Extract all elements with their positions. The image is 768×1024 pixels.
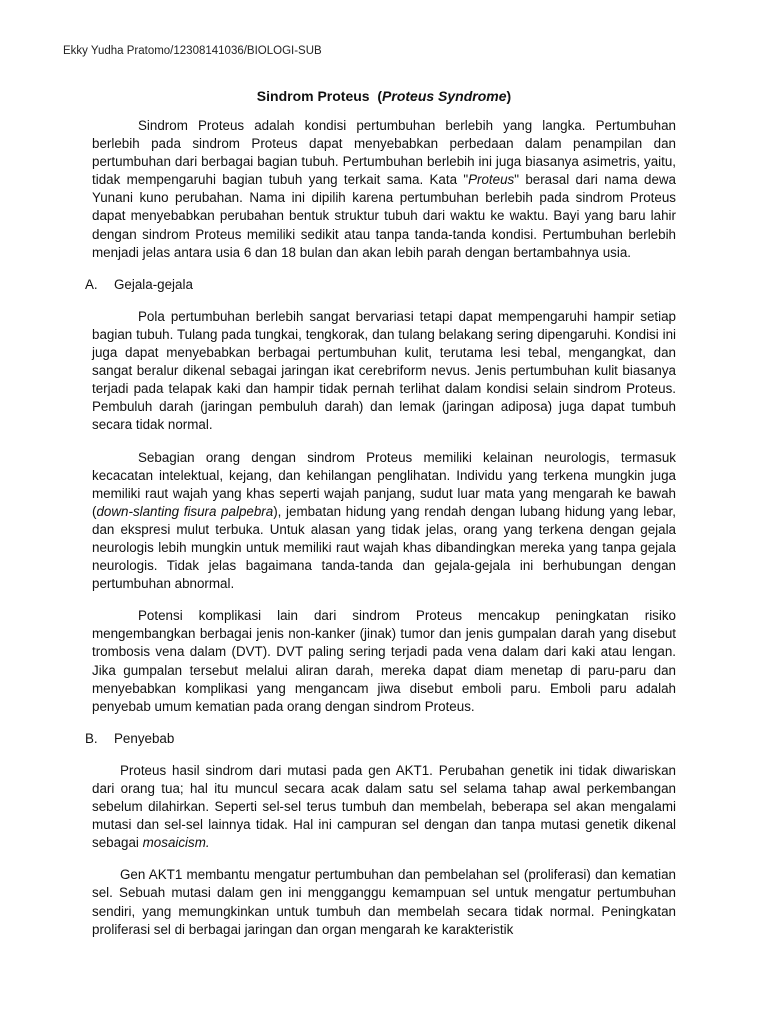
- section-a-paragraph-2: [92, 449, 676, 594]
- intro-text-b: " berasal dari nama dewa Yunani kuno perubahan. Nama ini dipilih karena pertumbuhan berlebih pada sindrom Proteus dapat menyebabkan perubahan bentuk struktur tubuh dari waktu ke waktu. Bayi yang baru lahir dengan sindrom Proteus memiliki sedikit atau tanpa tanda-tanda kondisi. Pertumbuhan berlebih menjadi jelas antara usia 6 dan 18 bulan dan akan lebih parah dengan bertambahnya usia.: [92, 172, 677, 260]
- intro-paragraph: [92, 117, 676, 262]
- section-a-paragraph-3: Potensi komplikasi lain dari sindrom Proteus mencakup peningkatan risiko mengembangkan berbagai jenis non-kanker (jinak) tumor dan jenis gumpalan darah yang disebut trombosis vena dalam (DVT). DVT paling sering terjadi pada vena dalam dari kaki atau lengan. Jika gumpalan tersebut melalui aliran darah, mereka dapat diam menetap di paru-paru dan menyebabkan komplikasi yang mengancam jiwa disebut emboli paru. Emboli paru adalah penyebab umum kematian pada orang dengan sindrom Proteus.: [92, 608, 676, 714]
- title-close-paren: ): [506, 88, 512, 104]
- section-a-letter: A.: [85, 276, 98, 292]
- section-b-heading: [85, 730, 676, 748]
- section-b-p1-text: Proteus hasil sindrom dari mutasi pada gen AKT1. Perubahan genetik ini tidak diwariskan dari orang tua; hal itu muncul secara acak dalam satu sel selama tahap awal perkembangan sebelum dilahirkan. Seperti sel-sel terus tumbuh dan membelah, beberapa sel akan mengalami mutasi dan sel-sel lainnya tidak. Hal ini campuran sel dengan dan tanpa mutasi genetik dikenal sebagai: [92, 762, 676, 851]
- author-header: Ekky Yudha Pratomo/12308141036/BIOLOGI-SUB: [63, 45, 322, 57]
- section-a-title: Gejala-gejala: [114, 276, 193, 292]
- document-body: [85, 117, 677, 953]
- section-a-paragraph-1: Pola pertumbuhan berlebih sangat bervariasi tetapi dapat mempengaruhi hampir setiap bagian tubuh. Tulang pada tungkai, tengkorak, dan tulang belakang sering dipengaruhi. Kondisi ini juga dapat menyebabkan berbagai pertumbuhan kulit, terutama lesi tebal, mengangkat, dan sangat beralur dikenal sebagai jaringan ikat cerebriform nevus. Jenis pertumbuhan kulit biasanya terjadi pada telapak kaki dan hampir tidak pernah terlihat dalam kondisi selain sindrom Proteus. Pembuluh darah (jaringan pembuluh darah) dan lemak (jaringan adiposa) juga dapat tumbuh secara tidak normal.: [92, 308, 676, 433]
- section-b-letter: B.: [85, 730, 98, 746]
- section-a-p2-italic: down-slanting fisura palpebra: [96, 503, 274, 519]
- section-a-p2-text-b: ), jembatan hidung yang rendah dengan lubang hidung yang lebar, dan ekspresi mulut terbuka. Untuk alasan yang tidak jelas, orang yang terkena dengan gejala neurologis lebih mungkin untuk memiliki raut wajah khas dibandingkan mereka yang tanpa gejala neurologis. Tidak jelas bagaimana tanda-tanda dan gejala-gejala ini berhubungan dengan pertumbuhan abnormal.: [92, 503, 676, 592]
- section-b-paragraph-1: [92, 762, 676, 852]
- document-title: [0, 88, 768, 104]
- intro-text-a: Sindrom Proteus adalah kondisi pertumbuhan berlebih yang langka. Pertumbuhan berlebih pada sindrom Proteus dapat menyebabkan perbedaan dalam penampilan dan pertumbuhan dari berbagai bagian tubuh. Pertumbuhan berlebih ini juga biasanya asimetris, yaitu, tidak mempengaruhi bagian tubuh yang terkait sama. Kata ": [92, 118, 676, 188]
- title-main: Sindrom Proteus: [256, 88, 370, 104]
- section-a-p2-text-a: Sebagian orang dengan sindrom Proteus memiliki kelainan neurologis, termasuk kecacatan intelektual, kejang, dan kehilangan penglihatan. Individu yang terkena mungkin juga memiliki raut wajah yang khas seperti wajah panjang, sudut luar mata yang mengarah ke bawah (: [92, 449, 676, 519]
- section-b-p1-italic: mosaicism.: [142, 835, 210, 851]
- section-a-heading: [85, 276, 676, 294]
- title-open-paren: (: [377, 88, 383, 104]
- intro-text-italic: Proteus: [468, 172, 515, 188]
- title-italic: Proteus Syndrome: [382, 88, 507, 104]
- section-b-paragraph-2: Gen AKT1 membantu mengatur pertumbuhan dan pembelahan sel (proliferasi) dan kematian sel. Sebuah mutasi dalam gen ini mengganggu kemampuan sel untuk mengatur pertumbuhan sendiri, yang memungkinkan untuk tumbuh dan membelah secara tidak normal. Peningkatan proliferasi sel di berbagai jaringan dan organ mengarah ke karakteristik: [92, 867, 676, 937]
- section-b-title: Penyebab: [114, 730, 175, 746]
